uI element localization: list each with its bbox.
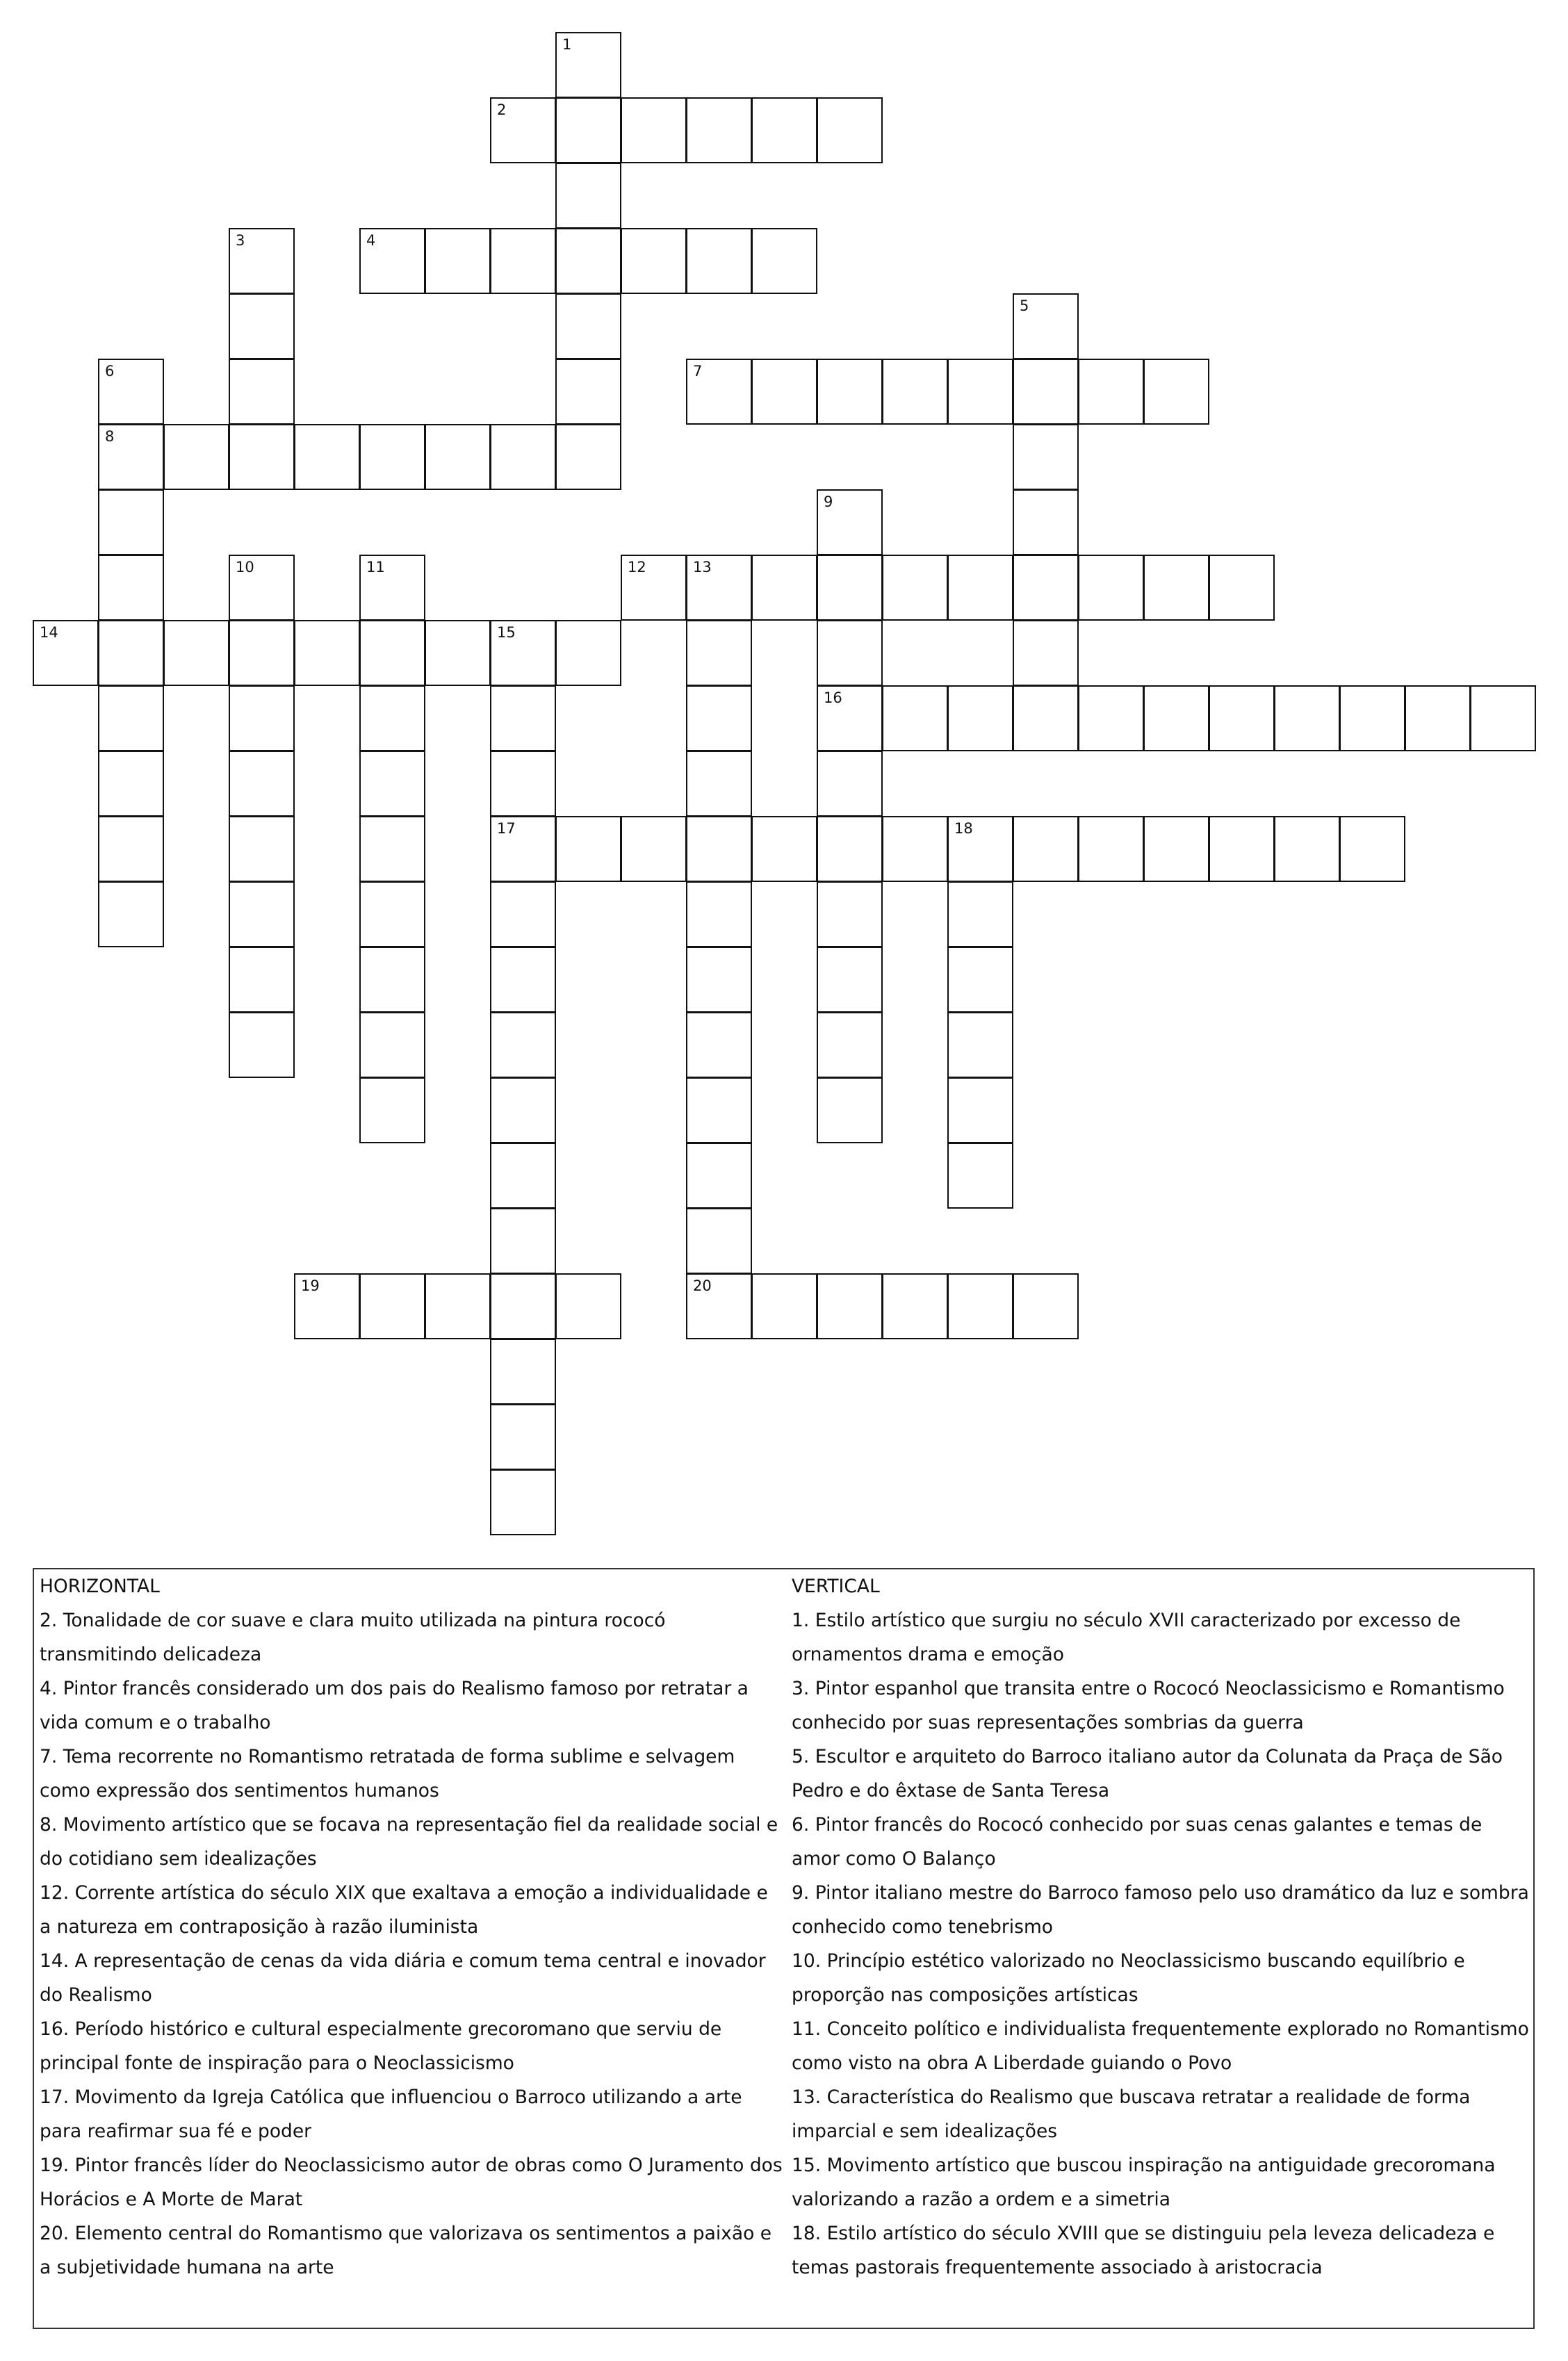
- clue-across-12: 12. Corrente artística do século XIX que exaltava a emoção a individualidade e a natureza em contraposição à razão iluminista: [40, 1882, 768, 1938]
- crossword-cell[interactable]: [1078, 555, 1144, 621]
- crossword-cell[interactable]: [98, 359, 164, 425]
- crossword-cell[interactable]: [359, 881, 425, 947]
- crossword-cell[interactable]: [1013, 359, 1079, 425]
- crossword-cell[interactable]: [947, 947, 1013, 1013]
- crossword-cell[interactable]: [1274, 816, 1340, 882]
- crossword-cell[interactable]: [555, 163, 621, 229]
- crossword-cell[interactable]: [686, 620, 752, 686]
- crossword-cell[interactable]: [686, 97, 752, 163]
- crossword-cell[interactable]: [555, 424, 621, 490]
- clue-down-9: 9. Pintor italiano mestre do Barroco famoso pelo uso dramático da luz e sombra conhecido como tenebrismo: [792, 1882, 1529, 1938]
- clue-across-4: 4. Pintor francês considerado um dos pais do Realismo famoso por retratar a vida comum e o trabalho: [40, 1678, 749, 1733]
- crossword-cell[interactable]: [1013, 816, 1079, 882]
- crossword-cell[interactable]: [1013, 685, 1079, 751]
- crossword-cell[interactable]: [947, 1077, 1013, 1143]
- vertical-clues: [792, 1569, 1532, 2285]
- crossword-cell[interactable]: [359, 685, 425, 751]
- crossword-cell[interactable]: [490, 1404, 556, 1470]
- crossword-cell[interactable]: [947, 1012, 1013, 1078]
- crossword-cell[interactable]: [686, 881, 752, 947]
- crossword-cell[interactable]: [686, 1273, 752, 1339]
- clue-across-7: 7. Tema recorrente no Romantismo retratada de forma sublime e selvagem como expressão dos sentimentos humanos: [40, 1746, 735, 1802]
- crossword-cell[interactable]: [1143, 685, 1209, 751]
- crossword-cell[interactable]: [555, 1273, 621, 1339]
- crossword-cell[interactable]: [882, 816, 948, 882]
- crossword-cell[interactable]: [490, 816, 556, 882]
- crossword-cell[interactable]: [817, 1077, 883, 1143]
- horizontal-heading: HORIZONTAL: [40, 1576, 160, 1597]
- clue-down-13: 13. Característica do Realismo que buscava retratar a realidade de forma imparcial e sem idealizações: [792, 2086, 1471, 2142]
- crossword-cell[interactable]: [817, 555, 883, 621]
- crossword-cell[interactable]: [490, 424, 556, 490]
- clue-down-1: 1. Estilo artístico que surgiu no século XVII caracterizado por excesso de ornamentos drama e emoção: [792, 1610, 1461, 1665]
- crossword-cell[interactable]: [1405, 685, 1471, 751]
- crossword-cell[interactable]: [686, 1012, 752, 1078]
- crossword-cell[interactable]: [1339, 685, 1405, 751]
- crossword-cell[interactable]: [686, 751, 752, 817]
- crossword-cell[interactable]: [686, 1077, 752, 1143]
- clue-across-16: 16. Período histórico e cultural especialmente grecoromano que serviu de principal fonte de inspiração para o Neoclassicismo: [40, 2018, 722, 2074]
- crossword-cell[interactable]: [1013, 293, 1079, 359]
- crossword-cell[interactable]: [1013, 489, 1079, 555]
- clue-down-11: 11. Conceito político e individualista frequentemente explorado no Romantismo como visto na obra A Liberdade guiando o Povo: [792, 2018, 1529, 2074]
- crossword-cell[interactable]: [1209, 816, 1275, 882]
- clue-number: 1: [562, 36, 572, 53]
- crossword-cell[interactable]: [947, 816, 1013, 882]
- clue-down-6: 6. Pintor francês do Rococó conhecido por suas cenas galantes e temas de amor como O Balanço: [792, 1814, 1483, 1870]
- crossword-cell[interactable]: [359, 751, 425, 817]
- crossword-cell[interactable]: [817, 489, 883, 555]
- crossword-cell[interactable]: [817, 881, 883, 947]
- crossword-cell[interactable]: [98, 685, 164, 751]
- crossword-cell[interactable]: [490, 97, 556, 163]
- clue-number: 7: [693, 363, 703, 379]
- crossword-cell[interactable]: [98, 620, 164, 686]
- clue-across-8: 8. Movimento artístico que se focava na representação fiel da realidade social e do cotidiano sem idealizações: [40, 1814, 778, 1870]
- crossword-cell[interactable]: [229, 881, 295, 947]
- crossword-cell[interactable]: [555, 97, 621, 163]
- clue-down-18: 18. Estilo artístico do século XVIII que se distinguiu pela leveza delicadeza e temas pastorais frequentemente associado à aristocracia: [792, 2223, 1495, 2278]
- crossword-cell[interactable]: [817, 685, 883, 751]
- crossword-cell[interactable]: [817, 1012, 883, 1078]
- clue-across-17: 17. Movimento da Igreja Católica que influenciou o Barroco utilizando a arte para reafirmar sua fé e poder: [40, 2086, 742, 2142]
- crossword-cell[interactable]: [98, 555, 164, 621]
- crossword-cell[interactable]: [490, 947, 556, 1013]
- clue-across-20: 20. Elemento central do Romantismo que valorizava os sentimentos a paixão e a subjetividade humana na arte: [40, 2223, 772, 2278]
- clue-number: 18: [954, 820, 973, 837]
- clue-across-14: 14. A representação de cenas da vida diária e comum tema central e inovador do Realismo: [40, 1950, 766, 2006]
- clue-across-19: 19. Pintor francês líder do Neoclassicismo autor de obras como O Juramento dos Horácios e A Morte de Marat: [40, 2155, 783, 2210]
- crossword-cell[interactable]: [359, 555, 425, 621]
- crossword-cell[interactable]: [229, 751, 295, 817]
- crossword-cell[interactable]: [490, 685, 556, 751]
- crossword-cell[interactable]: [1209, 685, 1275, 751]
- clue-number: 5: [1020, 297, 1029, 314]
- vertical-heading: VERTICAL: [792, 1576, 880, 1597]
- crossword-cell[interactable]: [1013, 424, 1079, 490]
- clue-down-3: 3. Pintor espanhol que transita entre o Rococó Neoclassicismo e Romantismo conhecido por suas representações sombrias da guerra: [792, 1678, 1505, 1733]
- clue-number: 13: [693, 559, 712, 575]
- crossword-cell[interactable]: [359, 1273, 425, 1339]
- clue-number: 16: [824, 689, 842, 706]
- crossword-cell[interactable]: [621, 816, 687, 882]
- crossword-cell[interactable]: [490, 1143, 556, 1209]
- crossword-cell[interactable]: [751, 1273, 817, 1339]
- crossword-cell[interactable]: [425, 424, 491, 490]
- crossword-cell[interactable]: [98, 881, 164, 947]
- clue-down-15: 15. Movimento artístico que buscou inspiração na antiguidade grecoromana valorizando a razão a ordem e a simetria: [792, 2155, 1496, 2210]
- crossword-cell[interactable]: [817, 359, 883, 425]
- crossword-cell[interactable]: [229, 228, 295, 294]
- clue-number: 8: [105, 428, 115, 445]
- crossword-cell[interactable]: [817, 751, 883, 817]
- crossword-cell[interactable]: [555, 32, 621, 98]
- clue-number: 11: [366, 559, 385, 575]
- crossword-cell[interactable]: [947, 685, 1013, 751]
- clue-down-5: 5. Escultor e arquiteto do Barroco italiano autor da Colunata da Praça de São Pedro e do êxtase de Santa Teresa: [792, 1746, 1503, 1802]
- crossword-cell[interactable]: [555, 620, 621, 686]
- crossword-cell[interactable]: [686, 947, 752, 1013]
- crossword-cell[interactable]: [686, 685, 752, 751]
- crossword-cell[interactable]: [817, 1273, 883, 1339]
- crossword-cell[interactable]: [882, 555, 948, 621]
- crossword-cell[interactable]: [490, 1077, 556, 1143]
- crossword-cell[interactable]: [490, 881, 556, 947]
- crossword-cell[interactable]: [359, 1012, 425, 1078]
- crossword-cell[interactable]: [947, 555, 1013, 621]
- crossword-cell[interactable]: [1078, 359, 1144, 425]
- crossword-cell[interactable]: [229, 293, 295, 359]
- crossword-cell[interactable]: [163, 620, 229, 686]
- crossword-cell[interactable]: [686, 816, 752, 882]
- crossword-cell[interactable]: [294, 424, 360, 490]
- crossword-cell[interactable]: [686, 228, 752, 294]
- clue-number: 10: [236, 559, 254, 575]
- crossword-cell[interactable]: [359, 1077, 425, 1143]
- clue-across-2: 2. Tonalidade de cor suave e clara muito utilizada na pintura rococó transmitindo delicadeza: [40, 1610, 666, 1665]
- crossword-cell[interactable]: [359, 947, 425, 1013]
- clue-number: 3: [236, 232, 245, 249]
- crossword-cell[interactable]: [751, 359, 817, 425]
- crossword-cell[interactable]: [621, 555, 687, 621]
- crossword-cell[interactable]: [947, 1273, 1013, 1339]
- crossword-cell[interactable]: [1470, 685, 1536, 751]
- crossword-cell[interactable]: [686, 555, 752, 621]
- crossword-cell[interactable]: [751, 555, 817, 621]
- crossword-cell[interactable]: [817, 620, 883, 686]
- crossword-cell[interactable]: [359, 620, 425, 686]
- crossword-cell[interactable]: [98, 751, 164, 817]
- crossword-cell[interactable]: [686, 1208, 752, 1274]
- crossword-cell[interactable]: [947, 881, 1013, 947]
- crossword-cell[interactable]: [98, 816, 164, 882]
- crossword-cell[interactable]: [33, 620, 99, 686]
- crossword-cell[interactable]: [621, 97, 687, 163]
- crossword-cell[interactable]: [751, 228, 817, 294]
- crossword-cell[interactable]: [947, 359, 1013, 425]
- crossword-cell[interactable]: [490, 751, 556, 817]
- clue-down-10: 10. Princípio estético valorizado no Neoclassicismo buscando equilíbrio e proporção nas composições artísticas: [792, 1950, 1465, 2006]
- crossword-cell[interactable]: [555, 359, 621, 425]
- crossword-cell[interactable]: [686, 359, 752, 425]
- crossword-cell[interactable]: [229, 359, 295, 425]
- crossword-cell[interactable]: [490, 228, 556, 294]
- clue-number: 6: [105, 363, 115, 379]
- crossword-cell[interactable]: [294, 620, 360, 686]
- crossword-cell[interactable]: [359, 228, 425, 294]
- crossword-cell[interactable]: [817, 816, 883, 882]
- crossword-cell[interactable]: [555, 816, 621, 882]
- crossword-cell[interactable]: [1013, 1273, 1079, 1339]
- clue-number: 14: [40, 624, 58, 641]
- clue-number: 20: [693, 1277, 712, 1294]
- crossword-cell[interactable]: [294, 1273, 360, 1339]
- crossword-cell[interactable]: [555, 293, 621, 359]
- crossword-cell[interactable]: [947, 1143, 1013, 1209]
- crossword-cell[interactable]: [425, 228, 491, 294]
- crossword-cell[interactable]: [751, 97, 817, 163]
- crossword-cell[interactable]: [751, 816, 817, 882]
- crossword-cell[interactable]: [882, 685, 948, 751]
- crossword-cell[interactable]: [490, 1339, 556, 1405]
- crossword-cell[interactable]: [490, 1469, 556, 1535]
- crossword-cell[interactable]: [229, 1012, 295, 1078]
- crossword-cell[interactable]: [490, 1208, 556, 1274]
- crossword-cell[interactable]: [490, 1273, 556, 1339]
- crossword-cell[interactable]: [882, 1273, 948, 1339]
- crossword-cell[interactable]: [882, 359, 948, 425]
- crossword-cell[interactable]: [359, 424, 425, 490]
- crossword-cell[interactable]: [229, 947, 295, 1013]
- crossword-cell[interactable]: [817, 97, 883, 163]
- clue-number: 15: [497, 624, 516, 641]
- crossword-cell[interactable]: [817, 947, 883, 1013]
- crossword-cell[interactable]: [229, 555, 295, 621]
- crossword-cell[interactable]: [1209, 555, 1275, 621]
- crossword-cell[interactable]: [229, 816, 295, 882]
- crossword-cell[interactable]: [1143, 816, 1209, 882]
- crossword-cell[interactable]: [425, 1273, 491, 1339]
- crossword-cell[interactable]: [359, 816, 425, 882]
- crossword-cell[interactable]: [1274, 685, 1340, 751]
- crossword-cell[interactable]: [621, 228, 687, 294]
- crossword-cell[interactable]: [425, 620, 491, 686]
- crossword-cell[interactable]: [229, 685, 295, 751]
- clue-number: 2: [497, 101, 507, 118]
- crossword-cell[interactable]: [555, 228, 621, 294]
- horizontal-clues: [40, 1569, 783, 2285]
- crossword-cell[interactable]: [1143, 359, 1209, 425]
- crossword-cell[interactable]: [686, 1143, 752, 1209]
- crossword-cell[interactable]: [1078, 685, 1144, 751]
- clue-number: 12: [628, 559, 646, 575]
- clue-number: 19: [301, 1277, 320, 1294]
- clue-box: [33, 1568, 1535, 2329]
- crossword-cell[interactable]: [229, 424, 295, 490]
- crossword-cell[interactable]: [163, 424, 229, 490]
- crossword-cell[interactable]: [98, 489, 164, 555]
- crossword-cell[interactable]: [490, 1012, 556, 1078]
- crossword-cell[interactable]: [490, 620, 556, 686]
- crossword-cell[interactable]: [98, 424, 164, 490]
- clue-number: 17: [497, 820, 516, 837]
- clue-number: 4: [366, 232, 376, 249]
- crossword-cell[interactable]: [1339, 816, 1405, 882]
- crossword-cell[interactable]: [229, 620, 295, 686]
- clue-number: 9: [824, 493, 833, 510]
- crossword-cell[interactable]: [1013, 620, 1079, 686]
- crossword-cell[interactable]: [1013, 555, 1079, 621]
- crossword-cell[interactable]: [1078, 816, 1144, 882]
- crossword-cell[interactable]: [1143, 555, 1209, 621]
